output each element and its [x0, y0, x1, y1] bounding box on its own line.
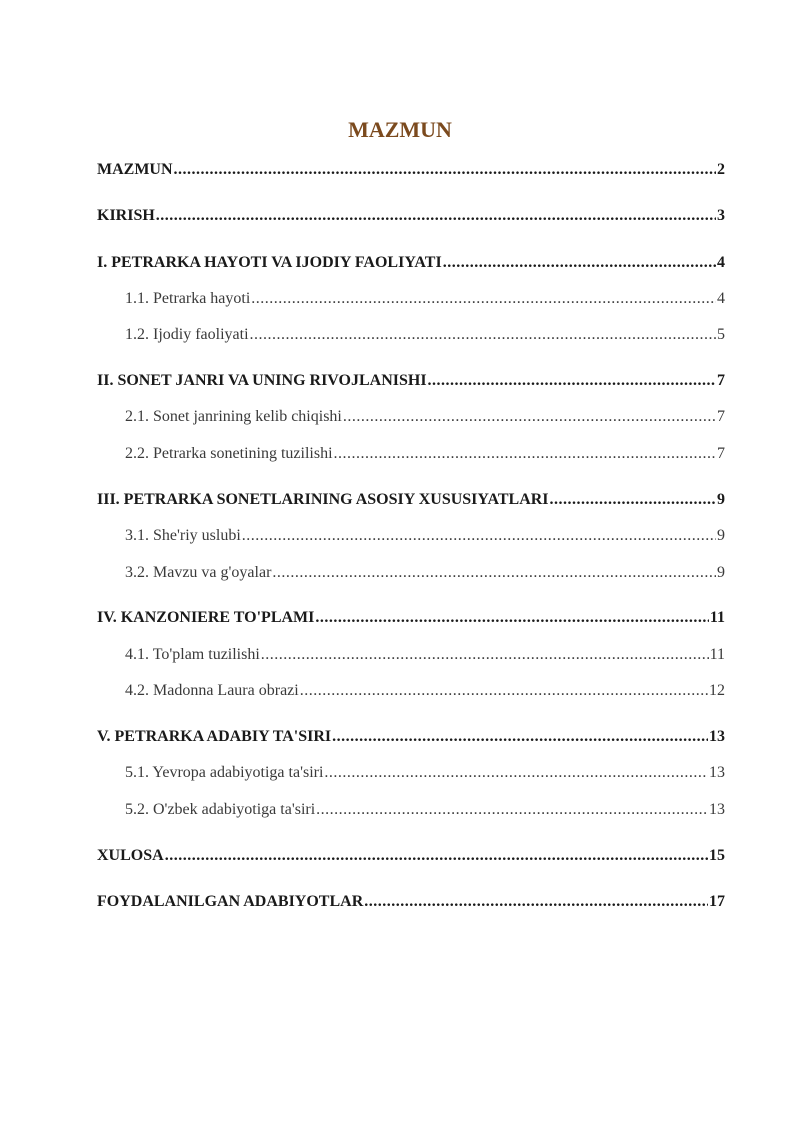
toc-entry-label: 1.1. Petrarka hayoti	[125, 290, 251, 307]
toc-entry-section-5-1[interactable]	[125, 762, 725, 784]
toc-page-number: 7	[717, 372, 725, 389]
toc-entry-label: IV. KANZONIERE TO'PLAMI	[97, 609, 315, 626]
toc-page-number: 13	[709, 801, 725, 818]
toc-entry-chapter-1[interactable]	[97, 252, 725, 274]
toc-entry-chapter-3[interactable]	[97, 489, 725, 511]
toc-entry-label: I. PETRARKA HAYOTI VA IJODIY FAOLIYATI	[97, 254, 442, 271]
toc-page-number: 13	[709, 728, 725, 745]
toc-entry-label: KIRISH	[97, 207, 155, 224]
toc-leader-dots	[251, 288, 716, 310]
toc-leader-dots	[272, 562, 716, 584]
toc-page-number: 7	[717, 408, 725, 425]
toc-leader-dots	[364, 891, 708, 913]
toc-entry-section-5-2[interactable]	[125, 799, 725, 821]
toc-entry-label: 3.1. She'riy uslubi	[125, 527, 241, 544]
toc-entry-label: V. PETRARKA ADABIY TA'SIRI	[97, 728, 332, 745]
toc-leader-dots	[334, 443, 716, 465]
toc-entry-section-1-1[interactable]	[125, 288, 725, 310]
toc-page-number: 4	[717, 254, 725, 271]
toc-entry-label: 5.1. Yevropa adabiyotiga ta'siri	[125, 764, 324, 781]
toc-entry-section-2-1[interactable]	[125, 406, 725, 428]
toc-entry-label: 4.2. Madonna Laura obrazi	[125, 682, 299, 699]
toc-entry-label: FOYDALANILGAN ADABIYOTLAR	[97, 893, 364, 910]
toc-entry-section-2-2[interactable]	[125, 443, 725, 465]
toc-entry-label: 1.2. Ijodiy faoliyati	[125, 326, 249, 343]
toc-entry-section-3-1[interactable]	[125, 525, 725, 547]
toc-entry-label: XULOSA	[97, 847, 164, 864]
toc-leader-dots	[242, 525, 716, 547]
toc-page-number: 3	[717, 207, 725, 224]
toc-entry-kirish[interactable]	[97, 205, 725, 227]
toc-entry-chapter-5[interactable]	[97, 726, 725, 748]
toc-leader-dots	[343, 406, 716, 428]
toc-page-number: 13	[709, 764, 725, 781]
toc-page-number: 2	[717, 161, 725, 178]
toc-page-number: 17	[709, 893, 725, 910]
toc-page-number: 12	[709, 682, 725, 699]
toc-page-number: 9	[717, 491, 725, 508]
toc-leader-dots	[324, 762, 708, 784]
toc-leader-dots	[261, 644, 709, 666]
toc-entry-label: III. PETRARKA SONETLARINING ASOSIY XUSUSIYATLARI	[97, 491, 549, 508]
toc-leader-dots	[316, 799, 708, 821]
toc-page-number: 11	[709, 646, 725, 663]
toc-page-number: 5	[717, 326, 725, 343]
toc-page-number: 9	[717, 527, 725, 544]
toc-entry-references[interactable]	[97, 891, 725, 913]
toc-leader-dots	[443, 252, 716, 274]
toc-leader-dots	[428, 370, 716, 392]
toc-entry-label: 3.2. Mavzu va g'oyalar	[125, 564, 272, 581]
toc-page-number: 4	[717, 290, 725, 307]
toc-page-number: 11	[709, 609, 725, 626]
toc-page-number: 7	[717, 445, 725, 462]
toc-entry-mazmun[interactable]	[97, 159, 725, 181]
toc-leader-dots	[550, 489, 716, 511]
toc-entry-label: 5.2. O'zbek adabiyotiga ta'siri	[125, 801, 316, 818]
page-title: MAZMUN	[348, 117, 452, 142]
toc-page-number: 9	[717, 564, 725, 581]
toc-entry-chapter-4[interactable]	[97, 607, 725, 629]
toc-entry-section-4-1[interactable]	[125, 644, 725, 666]
toc-leader-dots	[174, 159, 716, 181]
toc-leader-dots	[300, 680, 708, 702]
toc-entry-label: MAZMUN	[97, 161, 173, 178]
toc-leader-dots	[156, 205, 716, 227]
toc-leader-dots	[165, 845, 708, 867]
toc-entry-label: 4.1. To'plam tuzilishi	[125, 646, 260, 663]
toc-leader-dots	[315, 607, 708, 629]
toc-leader-dots	[332, 726, 708, 748]
toc-entry-label: II. SONET JANRI VA UNING RIVOJLANISHI	[97, 372, 427, 389]
toc-leader-dots	[250, 324, 716, 346]
toc-entry-section-1-2[interactable]	[125, 324, 725, 346]
toc-entry-section-4-2[interactable]	[125, 680, 725, 702]
toc-entry-section-3-2[interactable]	[125, 562, 725, 584]
toc-entry-xulosa[interactable]	[97, 845, 725, 867]
toc-page-number: 15	[709, 847, 725, 864]
toc-entry-chapter-2[interactable]	[97, 370, 725, 392]
toc-entry-label: 2.1. Sonet janrining kelib chiqishi	[125, 408, 342, 425]
toc-entry-label: 2.2. Petrarka sonetining tuzilishi	[125, 445, 333, 462]
